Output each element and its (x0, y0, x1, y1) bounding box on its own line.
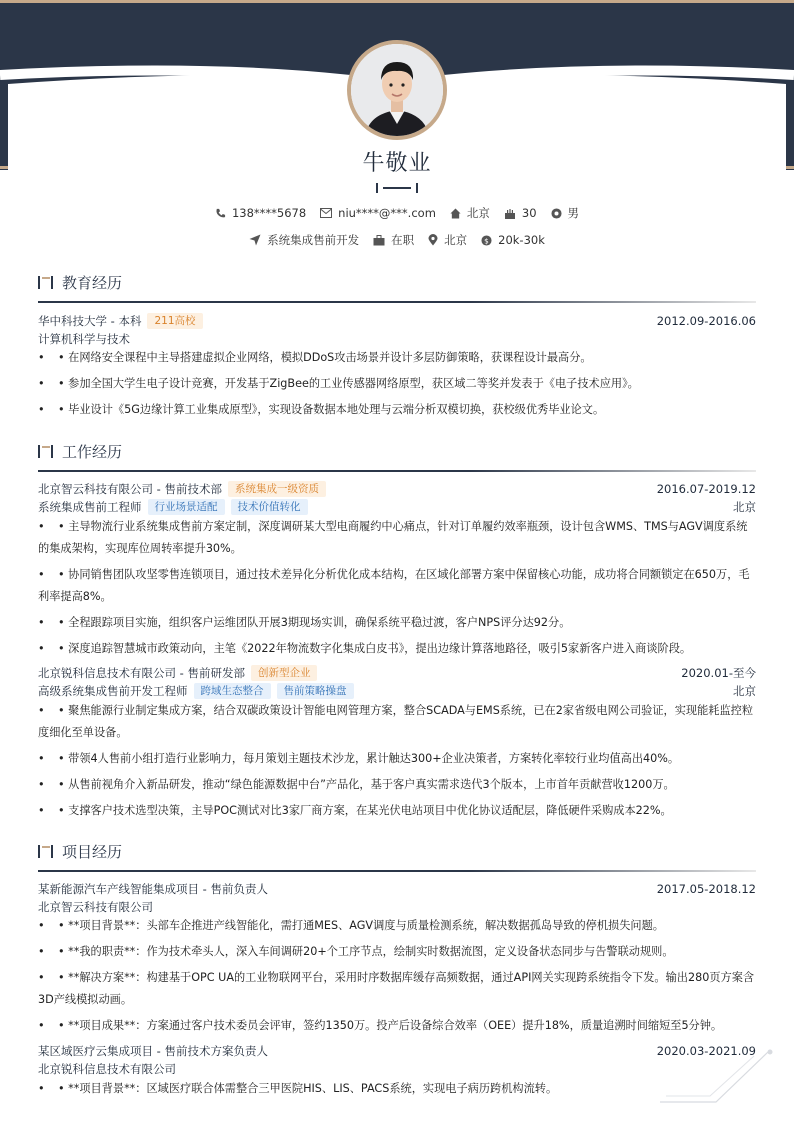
contact-row (0, 205, 794, 221)
education-period: 2012.09-2016.06 (656, 314, 756, 328)
education-heading (38, 271, 756, 293)
school-tag: 211高校 (147, 313, 202, 329)
email-icon (320, 208, 332, 218)
company-name: 北京智云科技有限公司 - 售前技术部 (38, 482, 222, 496)
role-tag: 跨域生态整合 (194, 683, 271, 699)
svg-text:$: $ (484, 235, 489, 245)
target-city-item (428, 232, 467, 248)
send-icon (249, 234, 261, 246)
candidate-name: 牛敬业 (362, 151, 432, 176)
target-role-text: 系统集成售前开发 (267, 233, 360, 247)
project-heading (38, 840, 756, 862)
age-item (504, 206, 537, 220)
job-entry (38, 480, 756, 516)
education-bullets (38, 347, 756, 425)
job-bullets (38, 516, 756, 664)
list-item: • • **解决方案**：构建基于OPC UA的工业物联网平台，采用时序数据库缓存高频数据，通过API网关实现跨系统指令下发。输出280页方案含3D产线模拟动画。 (38, 971, 755, 1006)
target-city-text: 北京 (444, 233, 468, 247)
education-title: 教育经历 (62, 273, 123, 292)
job-intent-row (0, 232, 794, 248)
list-item: • • 参加全国大学生电子设计竞赛，开发基于ZigBee的工业传感器网络原型，获区域二等奖并发表于《电子技术应用》。 (38, 377, 639, 390)
status-item (373, 232, 414, 248)
work-title: 工作经历 (62, 442, 123, 461)
list-item: • • **我的职责**：作为技术牵头人，深入车间调研20+个工序节点，绘制实时数据流图，定义设备状态同步与告警联动规则。 (38, 945, 674, 958)
project-entry (38, 1042, 756, 1078)
list-item: • • 从售前视角介入新品研发，推动“绿色能源数据中台”产品化，基于客户真实需求迭代3个版本，上市首年贡献营收1200万。 (38, 778, 675, 791)
job-location: 北京 (733, 500, 756, 514)
list-item: • • 毕业设计《5G边缘计算工业集成原型》，实现设备数据本地处理与云端分析双模切换，获校级优秀毕业论文。 (38, 403, 605, 416)
project-name: 某区域医疗云集成项目 - 售前技术方案负责人 (38, 1044, 268, 1058)
work-heading (38, 440, 756, 462)
list-item: • • 带领4人售前小组打造行业影响力，每月策划主题技术沙龙，累计触达300+企业决策者，方案转化率较行业均值高出40%。 (38, 752, 680, 765)
list-item: • • 支撑客户技术选型决策，主导POC测试对比3家厂商方案，在某光伏电站项目中优化协议适配层，降低硬件采购成本22%。 (38, 804, 672, 817)
list-item: • • 主导物流行业系统集成售前方案定制，深度调研某大型电商履约中心痛点，针对订单履约效率瓶颈，设计包含WMS、TMS与AGV调度系统的集成架构，实现库位周转率提升30%。 (38, 520, 748, 555)
project-title: 项目经历 (62, 842, 123, 861)
project-company: 北京智云科技有限公司 (38, 900, 153, 914)
major: 计算机科学与技术 (38, 332, 130, 346)
name-divider (376, 182, 418, 194)
briefcase-icon (373, 235, 385, 246)
job-period: 2016.07-2019.12 (656, 482, 756, 496)
phone-text: 138****5678 (231, 206, 307, 220)
list-item: • • 协同销售团队攻坚零售连锁项目，通过技术差异化分析优化成本结构，在区域化部署方案中保留核心功能，成功将合同额锁定在650万，毛利率提高8%。 (38, 568, 750, 603)
gender-icon (551, 208, 562, 219)
gender-item (551, 205, 580, 221)
list-item: • • **项目背景**：区域医疗联合体需整合三甲医院HIS、LIS、PACS系统，实现电子病历跨机构流转。 (38, 1082, 558, 1095)
role-tag: 技术价值转化 (231, 499, 308, 515)
status-text: 在职 (391, 233, 415, 247)
project-entry (38, 880, 756, 916)
target-role-item (249, 232, 359, 248)
section-divider (38, 470, 756, 472)
education-section (38, 271, 756, 303)
section-mark-icon (38, 275, 54, 289)
section-mark-icon (38, 844, 54, 858)
role-tag: 售前策略操盘 (277, 683, 354, 699)
job-entry (38, 664, 756, 700)
list-item: • • 聚焦能源行业制定集成方案，结合双碳政策设计智能电网管理方案，整合SCADA与EMS系统，已在2家省级电网公司验证，实现能耗监控粒度细化至单设备。 (38, 704, 754, 739)
section-divider (38, 301, 756, 303)
job-role: 系统集成售前工程师 (38, 500, 142, 514)
salary-text: 20k-30k (498, 233, 545, 247)
list-item: • • 在网络安全课程中主导搭建虚拟企业网络，模拟DDoS攻击场景并设计多层防御策略，获课程设计最高分。 (38, 351, 592, 364)
gender-text: 男 (567, 206, 580, 220)
phone-item (215, 206, 306, 220)
list-item: • • 全程跟踪项目实施，组织客户运维团队开展3期现场实训，确保系统平稳过渡，客户NPS评分达92分。 (38, 616, 571, 629)
city-item (450, 205, 490, 221)
decorative-lines (656, 1044, 776, 1106)
location-pin-icon (428, 234, 438, 246)
work-section (38, 440, 756, 472)
project-bullets (38, 1078, 756, 1104)
job-role: 高级系统集成售前开发工程师 (38, 684, 188, 698)
age-text: 30 (521, 206, 537, 220)
email-item (320, 206, 436, 220)
company-name: 北京锐科信息技术有限公司 - 售前研发部 (38, 666, 245, 680)
home-icon (450, 208, 461, 219)
job-period: 2020.01-至今 (681, 666, 756, 680)
company-tag: 创新型企业 (251, 665, 318, 681)
school-name: 华中科技大学 - 本科 (38, 314, 142, 328)
project-period: 2020.03-2021.09 (656, 1044, 756, 1058)
avatar-photo (351, 44, 443, 136)
list-item: • • **项目成果**：方案通过客户技术委员会评审，签约1350万。投产后设备综合效率（OEE）提升18%，质量追溯时间缩短至5分钟。 (38, 1019, 723, 1032)
education-entry (38, 312, 756, 348)
list-item: • • 深度追踪智慧城市政策动向，主笔《2022年物流数字化集成白皮书》，提出边缘计算落地路径，吸引5家新客户进入商谈阶段。 (38, 642, 692, 655)
project-section (38, 840, 756, 872)
project-period: 2017.05-2018.12 (656, 882, 756, 896)
job-location: 北京 (733, 684, 756, 698)
section-divider (38, 870, 756, 872)
job-bullets (38, 700, 756, 826)
salary-item (481, 233, 545, 247)
list-item: • • **项目背景**：头部车企推进产线智能化，需打通MES、AGV调度与质量检测系统，解决数据孤岛导致的停机损失问题。 (38, 919, 664, 932)
phone-icon (215, 208, 226, 219)
company-tag: 系统集成一级资质 (228, 481, 326, 497)
project-name: 某新能源汽车产线智能集成项目 - 售前负责人 (38, 882, 268, 896)
avatar (347, 40, 447, 140)
section-mark-icon (38, 444, 54, 458)
cake-icon (504, 208, 516, 219)
email-text: niu****@***.com (338, 206, 436, 220)
role-tag: 行业场景适配 (148, 499, 225, 515)
project-company: 北京锐科信息技术有限公司 (38, 1062, 176, 1076)
project-bullets (38, 915, 756, 1041)
city-text: 北京 (466, 206, 490, 220)
money-icon (481, 235, 492, 246)
